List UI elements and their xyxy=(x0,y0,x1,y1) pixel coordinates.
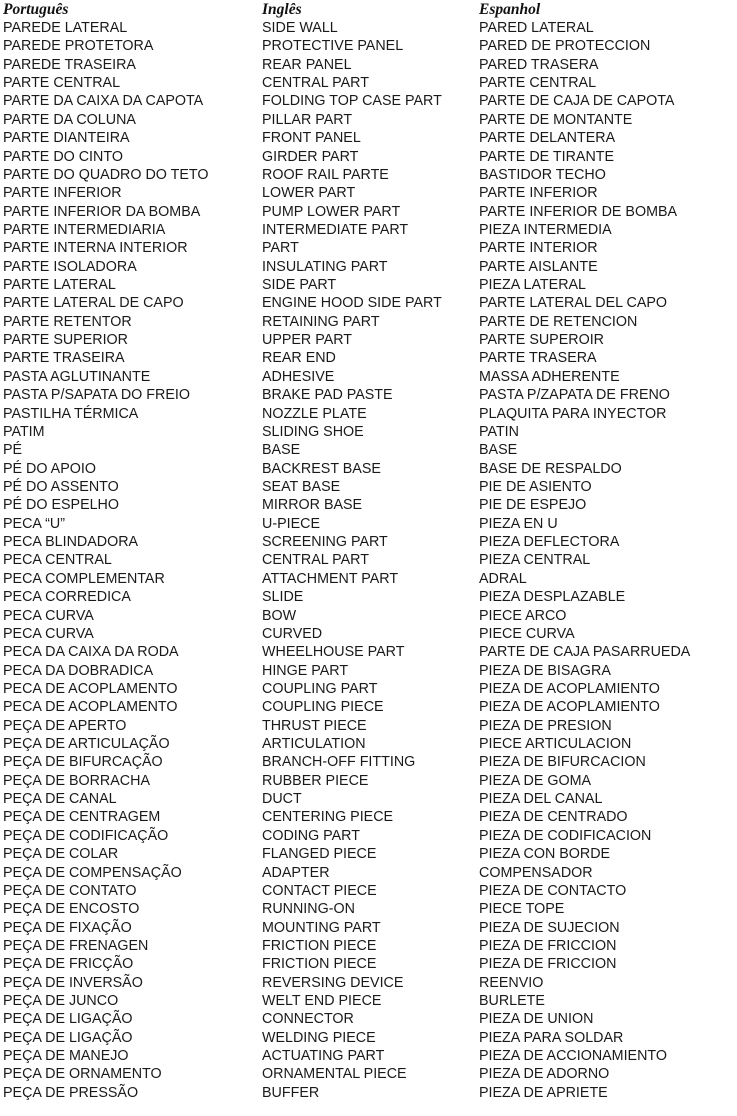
term-english: U-PIECE xyxy=(262,515,320,532)
term-spanish: PIEZA DE PRESION xyxy=(479,717,612,734)
column-header-spanish: Espanhol xyxy=(479,1,541,18)
glossary-row xyxy=(0,129,737,147)
term-spanish: BURLETE xyxy=(479,993,545,1010)
term-english: FRICTION PIECE xyxy=(262,937,377,954)
term-english: PART xyxy=(262,240,299,257)
term-spanish: PARED LATERAL xyxy=(479,20,594,36)
term-portuguese: PEÇA DE COMPENSAÇÃO xyxy=(3,864,182,881)
term-spanish: PIEZA DE FRICCION xyxy=(479,956,617,973)
term-portuguese: PECA DE ACOPLAMENTO xyxy=(3,699,178,716)
term-english: ROOF RAIL PARTE xyxy=(262,166,389,183)
term-spanish: BASE DE RESPALDO xyxy=(479,460,622,477)
term-english: BRANCH-OFF FITTING xyxy=(262,754,416,771)
term-english: ORNAMENTAL PIECE xyxy=(262,1066,407,1083)
glossary-row xyxy=(0,643,737,661)
term-portuguese: PATIM xyxy=(3,423,45,440)
term-english: RUNNING-ON xyxy=(262,901,355,918)
term-english: COUPLING PIECE xyxy=(262,699,384,716)
term-spanish: PIEZA DE UNION xyxy=(479,1011,594,1028)
term-portuguese: PEÇA DE CONTATO xyxy=(3,882,137,899)
glossary-row xyxy=(0,92,737,110)
glossary-row xyxy=(0,753,737,771)
glossary-row xyxy=(0,386,737,404)
term-english: CURVED xyxy=(262,625,323,642)
term-spanish: PIECE ARTICULACION xyxy=(479,736,632,753)
glossary-row xyxy=(0,625,737,643)
glossary-row xyxy=(0,937,737,955)
term-english: ENGINE HOOD SIDE PART xyxy=(262,295,442,312)
term-english: FOLDING TOP CASE PART xyxy=(262,93,442,110)
glossary-row xyxy=(0,974,737,992)
term-portuguese: PECA CURVA xyxy=(3,625,94,642)
term-portuguese: PAREDE LATERAL xyxy=(3,20,128,36)
term-portuguese: PEÇA DE CENTRAGEM xyxy=(3,809,161,826)
term-portuguese: PECA DA CAIXA DA RODA xyxy=(3,644,179,661)
term-portuguese: PARTE DA CAIXA DA CAPOTA xyxy=(3,93,204,110)
term-english: CENTRAL PART xyxy=(262,552,369,569)
term-english: BRAKE PAD PASTE xyxy=(262,387,393,404)
glossary-row xyxy=(0,772,737,790)
term-spanish: BASE xyxy=(479,442,518,459)
term-portuguese: PARTE INTERMEDIARIA xyxy=(3,221,166,238)
term-portuguese: PEÇA DE CODIFICAÇÃO xyxy=(3,827,169,844)
term-spanish: MASSA ADHERENTE xyxy=(479,368,620,385)
term-spanish: PARTE DE CAJA PASARRUEDA xyxy=(479,644,691,661)
term-english: SEAT BASE xyxy=(262,478,341,495)
glossary-row xyxy=(0,331,737,349)
glossary-row xyxy=(0,349,737,367)
term-portuguese: PEÇA DE LIGAÇÃO xyxy=(3,1029,133,1046)
term-english: ATTACHMENT PART xyxy=(262,570,399,587)
glossary-row xyxy=(0,992,737,1010)
term-spanish: PARTE DE CAJA DE CAPOTA xyxy=(479,93,675,110)
glossary-row xyxy=(0,533,737,551)
term-spanish: PARTE LATERAL DEL CAPO xyxy=(479,295,668,312)
term-english: REVERSING DEVICE xyxy=(262,974,404,991)
term-portuguese: PECA CURVA xyxy=(3,607,94,624)
term-spanish: PARTE INTERIOR xyxy=(479,240,598,257)
term-spanish: PIEZA DE CENTRADO xyxy=(479,809,628,826)
term-portuguese: PEÇA DE ARTICULAÇÃO xyxy=(3,736,170,753)
term-portuguese: PAREDE PROTETORA xyxy=(3,38,154,55)
term-portuguese: PARTE INFERIOR xyxy=(3,185,122,202)
term-portuguese: PEÇA DE ENCOSTO xyxy=(3,901,140,918)
glossary-row xyxy=(0,405,737,423)
glossary-row xyxy=(0,698,737,716)
term-spanish: PIEZA LATERAL xyxy=(479,277,587,294)
term-spanish: PIEZA EN U xyxy=(479,515,558,532)
glossary-row xyxy=(0,551,737,569)
glossary-row xyxy=(0,478,737,496)
term-english: BASE xyxy=(262,442,301,459)
term-english: DUCT xyxy=(262,791,302,808)
term-portuguese: PARTE CENTRAL xyxy=(3,75,121,92)
term-portuguese: PAREDE TRASEIRA xyxy=(3,56,136,73)
term-english: RETAINING PART xyxy=(262,313,380,330)
glossary-row xyxy=(0,239,737,257)
term-spanish: PARTE CENTRAL xyxy=(479,75,597,92)
term-portuguese: PEÇA DE APERTO xyxy=(3,717,127,734)
term-spanish: PIEZA DE SUJECION xyxy=(479,919,620,936)
term-spanish: REENVIO xyxy=(479,974,544,991)
term-english: REAR END xyxy=(262,350,336,367)
term-english: WELT END PIECE xyxy=(262,993,382,1010)
term-portuguese: PEÇA DE JUNCO xyxy=(3,993,119,1010)
term-english: SLIDE xyxy=(262,589,304,606)
term-spanish: PIEZA DE APRIETE xyxy=(479,1084,608,1101)
glossary-row xyxy=(0,1065,737,1083)
glossary-row xyxy=(0,19,737,37)
glossary-row xyxy=(0,1047,737,1065)
glossary-row xyxy=(0,919,737,937)
term-portuguese: PÉ DO APOIO xyxy=(3,460,96,477)
term-english: NOZZLE PLATE xyxy=(262,405,367,422)
term-spanish: PIEZA DE BISAGRA xyxy=(479,662,611,679)
glossary-row xyxy=(0,735,737,753)
term-english: FRICTION PIECE xyxy=(262,956,377,973)
term-spanish: PARTE TRASERA xyxy=(479,350,597,367)
term-english: CENTRAL PART xyxy=(262,75,369,92)
term-english: UPPER PART xyxy=(262,332,353,349)
term-english: ARTICULATION xyxy=(262,736,366,753)
term-spanish: PIEZA DESPLAZABLE xyxy=(479,589,626,606)
glossary-row xyxy=(0,111,737,129)
glossary-row xyxy=(0,570,737,588)
term-portuguese: PECA DE ACOPLAMENTO xyxy=(3,680,178,697)
term-spanish: PIECE ARCO xyxy=(479,607,567,624)
term-portuguese: PEÇA DE MANEJO xyxy=(3,1048,129,1065)
term-spanish: PIEZA DE ADORNO xyxy=(479,1066,610,1083)
term-portuguese: PARTE DO QUADRO DO TETO xyxy=(3,166,209,183)
term-spanish: PARTE DE RETENCION xyxy=(479,313,638,330)
term-portuguese: PARTE INTERNA INTERIOR xyxy=(3,240,188,257)
term-english: GIRDER PART xyxy=(262,148,359,165)
glossary-row xyxy=(0,460,737,478)
term-spanish: PARTE SUPEROIR xyxy=(479,332,604,349)
term-spanish: PARTE INFERIOR DE BOMBA xyxy=(479,203,678,220)
glossary-row xyxy=(0,148,737,166)
column-header-portuguese: Português xyxy=(3,1,69,18)
term-spanish: PARTE DELANTERA xyxy=(479,130,616,147)
term-english: REAR PANEL xyxy=(262,56,352,73)
term-spanish: ADRAL xyxy=(479,570,527,587)
term-english: PUMP LOWER PART xyxy=(262,203,401,220)
term-english: WHEELHOUSE PART xyxy=(262,644,405,661)
term-english: BUFFER xyxy=(262,1084,320,1101)
glossary-row xyxy=(0,276,737,294)
term-portuguese: PEÇA DE FIXAÇÃO xyxy=(3,919,132,936)
term-english: INTERMEDIATE PART xyxy=(262,221,409,238)
term-english: CENTERING PIECE xyxy=(262,809,394,826)
term-portuguese: PECA BLINDADORA xyxy=(3,534,139,551)
term-portuguese: PARTE INFERIOR DA BOMBA xyxy=(3,203,201,220)
term-portuguese: PARTE DO CINTO xyxy=(3,148,123,165)
glossary-row xyxy=(0,496,737,514)
term-english: HINGE PART xyxy=(262,662,349,679)
term-spanish: PIE DE ESPEJO xyxy=(479,497,587,514)
glossary-row xyxy=(0,441,737,459)
term-spanish: BASTIDOR TECHO xyxy=(479,166,606,183)
term-spanish: PIEZA PARA SOLDAR xyxy=(479,1029,624,1046)
term-spanish: PLAQUITA PARA INYECTOR xyxy=(479,405,667,422)
term-spanish: PARTE INFERIOR xyxy=(479,185,598,202)
term-spanish: PIECE CURVA xyxy=(479,625,575,642)
term-english: ADHESIVE xyxy=(262,368,335,385)
term-portuguese: PECA “U” xyxy=(3,515,65,532)
term-spanish: PIEZA DE BIFURCACION xyxy=(479,754,646,771)
glossary-row xyxy=(0,37,737,55)
glossary-row xyxy=(0,313,737,331)
term-english: SIDE WALL xyxy=(262,20,338,36)
term-english: LOWER PART xyxy=(262,185,356,202)
term-english: THRUST PIECE xyxy=(262,717,367,734)
glossary-row xyxy=(0,166,737,184)
term-english: ACTUATING PART xyxy=(262,1048,385,1065)
term-portuguese: PARTE SUPERIOR xyxy=(3,332,128,349)
term-portuguese: PECA DA DOBRADICA xyxy=(3,662,154,679)
term-english: INSULATING PART xyxy=(262,258,388,275)
term-english: BACKREST BASE xyxy=(262,460,381,477)
term-portuguese: PÉ DO ASSENTO xyxy=(3,478,119,495)
term-spanish: PIEZA CON BORDE xyxy=(479,846,611,863)
glossary-row xyxy=(0,56,737,74)
glossary-row xyxy=(0,368,737,386)
glossary-row xyxy=(0,74,737,92)
term-portuguese: PASTA P/SAPATA DO FREIO xyxy=(3,387,190,404)
term-english: WELDING PIECE xyxy=(262,1029,376,1046)
term-spanish: PIEZA DE CODIFICACION xyxy=(479,827,652,844)
term-portuguese: PECA CORREDICA xyxy=(3,589,131,606)
glossary-row xyxy=(0,717,737,735)
glossary-row xyxy=(0,662,737,680)
term-english: FRONT PANEL xyxy=(262,130,361,147)
term-english: FLANGED PIECE xyxy=(262,846,377,863)
term-portuguese: PEÇA DE INVERSÃO xyxy=(3,974,143,991)
glossary-row xyxy=(0,680,737,698)
term-spanish: PATIN xyxy=(479,423,519,440)
term-spanish: PIEZA DEFLECTORA xyxy=(479,534,620,551)
term-spanish: PIEZA DEL CANAL xyxy=(479,791,603,808)
glossary-row xyxy=(0,607,737,625)
term-spanish: PIECE TOPE xyxy=(479,901,565,918)
glossary-row xyxy=(0,294,737,312)
glossary-row xyxy=(0,184,737,202)
glossary-row xyxy=(0,203,737,221)
term-spanish: PARTE DE MONTANTE xyxy=(479,111,633,128)
term-portuguese: PEÇA DE FRENAGEN xyxy=(3,937,149,954)
glossary-row xyxy=(0,588,737,606)
glossary-row xyxy=(0,827,737,845)
glossary-row xyxy=(0,515,737,533)
term-portuguese: PARTE TRASEIRA xyxy=(3,350,125,367)
term-spanish: PIEZA DE ACOPLAMIENTO xyxy=(479,680,660,697)
term-english: BOW xyxy=(262,607,297,624)
term-spanish: PIEZA CENTRAL xyxy=(479,552,591,569)
term-spanish: PIEZA DE ACCIONAMIENTO xyxy=(479,1048,668,1065)
term-spanish: PARED DE PROTECCION xyxy=(479,38,651,55)
glossary-row xyxy=(0,1010,737,1028)
term-spanish: PARTE DE TIRANTE xyxy=(479,148,615,165)
glossary-row xyxy=(0,1029,737,1047)
term-spanish: PARED TRASERA xyxy=(479,56,599,73)
term-portuguese: PEÇA DE FRICÇÃO xyxy=(3,956,134,973)
term-english: RUBBER PIECE xyxy=(262,772,369,789)
glossary-row xyxy=(0,258,737,276)
term-portuguese: PARTE RETENTOR xyxy=(3,313,132,330)
term-english: CONNECTOR xyxy=(262,1011,354,1028)
term-english: SCREENING PART xyxy=(262,534,388,551)
term-portuguese: PEÇA DE BIFURCAÇÃO xyxy=(3,754,163,771)
term-portuguese: PEÇA DE LIGAÇÃO xyxy=(3,1011,133,1028)
term-spanish: COMPENSADOR xyxy=(479,864,593,881)
term-portuguese: PARTE LATERAL DE CAPO xyxy=(3,295,184,312)
term-spanish: PIEZA DE ACOPLAMIENTO xyxy=(479,699,660,716)
glossary-row xyxy=(0,955,737,973)
term-portuguese: PECA COMPLEMENTAR xyxy=(3,570,165,587)
term-portuguese: PEÇA DE CANAL xyxy=(3,791,117,808)
term-english: SIDE PART xyxy=(262,277,337,294)
glossary-row xyxy=(0,864,737,882)
term-spanish: PIEZA DE GOMA xyxy=(479,772,592,789)
term-english: ADAPTER xyxy=(262,864,330,881)
term-english: MIRROR BASE xyxy=(262,497,363,514)
term-portuguese: PARTE DIANTEIRA xyxy=(3,130,130,147)
term-portuguese: PECA CENTRAL xyxy=(3,552,112,569)
term-english: PROTECTIVE PANEL xyxy=(262,38,404,55)
term-english: CONTACT PIECE xyxy=(262,882,377,899)
term-english: SLIDING SHOE xyxy=(262,423,364,440)
term-portuguese: PARTE ISOLADORA xyxy=(3,258,137,275)
term-portuguese: PEÇA DE COLAR xyxy=(3,846,119,863)
term-portuguese: PEÇA DE PRESSÃO xyxy=(3,1084,139,1101)
term-english: COUPLING PART xyxy=(262,680,378,697)
glossary-row xyxy=(0,882,737,900)
term-portuguese: PASTILHA TÉRMICA xyxy=(3,405,139,422)
term-spanish: PIEZA INTERMEDIA xyxy=(479,221,612,238)
glossary-row xyxy=(0,221,737,239)
term-english: PILLAR PART xyxy=(262,111,353,128)
glossary-row xyxy=(0,808,737,826)
term-spanish: PARTE AISLANTE xyxy=(479,258,598,275)
glossary-row xyxy=(0,790,737,808)
term-portuguese: PÉ xyxy=(3,442,23,459)
term-spanish: PIEZA DE FRICCION xyxy=(479,937,617,954)
term-english: MOUNTING PART xyxy=(262,919,381,936)
term-portuguese: PARTE DA COLUNA xyxy=(3,111,136,128)
glossary-row xyxy=(0,423,737,441)
term-spanish: PASTA P/ZAPATA DE FRENO xyxy=(479,387,670,404)
term-english: CODING PART xyxy=(262,827,360,844)
term-portuguese: PEÇA DE ORNAMENTO xyxy=(3,1066,162,1083)
term-spanish: PIE DE ASIENTO xyxy=(479,478,592,495)
column-header-row xyxy=(0,0,737,19)
glossary-row xyxy=(0,1084,737,1102)
term-spanish: PIEZA DE CONTACTO xyxy=(479,882,627,899)
glossary-row xyxy=(0,845,737,863)
term-portuguese: PASTA AGLUTINANTE xyxy=(3,368,151,385)
term-portuguese: PARTE LATERAL xyxy=(3,277,116,294)
glossary-rows xyxy=(0,19,737,1102)
glossary-row xyxy=(0,900,737,918)
term-portuguese: PEÇA DE BORRACHA xyxy=(3,772,150,789)
column-header-english: Inglês xyxy=(262,1,302,18)
term-portuguese: PÉ DO ESPELHO xyxy=(3,497,120,514)
